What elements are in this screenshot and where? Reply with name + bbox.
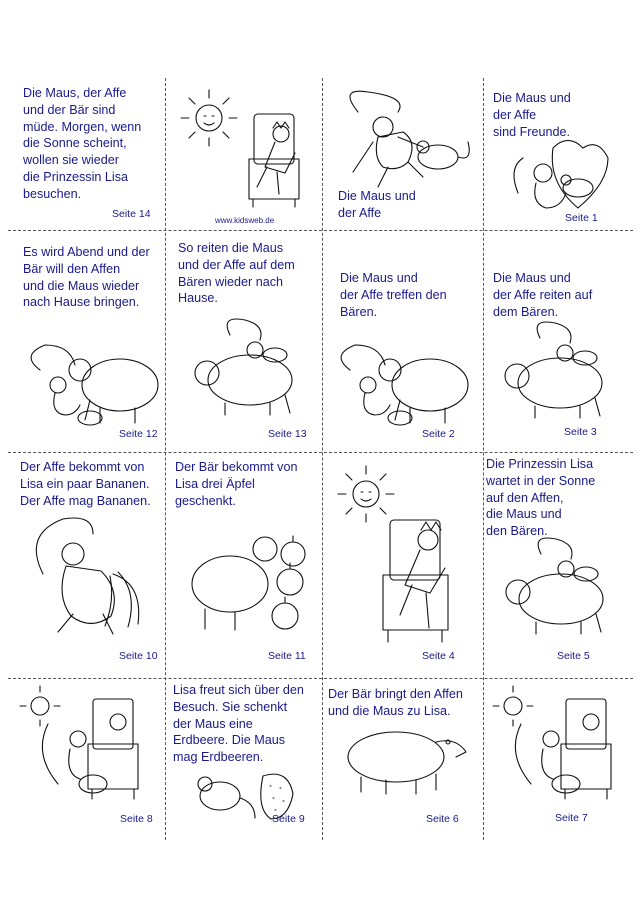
- bear-monkey-mouse-icon: [330, 340, 470, 435]
- monkey-mouse-heart-icon: [498, 138, 628, 218]
- card-text: So reiten die Maus und der Affe auf dem Bären wieder nach Hause.: [178, 241, 295, 306]
- card-text: Die Prinzessin Lisa wartet in der Sonne auf den Affen, die Maus und den Bären.: [486, 457, 596, 539]
- card-text: Die Maus und der Affe treffen den Bären.: [340, 271, 447, 319]
- bear-icon: [336, 722, 476, 802]
- card-page-6: [322, 678, 483, 840]
- card-page-7: [483, 678, 640, 840]
- card-text: Die Maus und der Affe reiten auf dem Bären.: [493, 271, 593, 319]
- card-page-14: [0, 78, 165, 230]
- card-page-13: [165, 230, 322, 452]
- sun-throne-princess-icon: [171, 84, 321, 214]
- page-number: Seite 1: [565, 212, 598, 224]
- card-page-10: [0, 452, 165, 678]
- card-page-2: [322, 230, 483, 452]
- card-page-1: [483, 78, 640, 230]
- page-number: Seite 3: [564, 426, 597, 438]
- card-page-5: [483, 452, 640, 678]
- bear-monkey-mouse-icon: [20, 340, 160, 435]
- page-number: Seite 8: [120, 813, 153, 825]
- card-text: Der Bär bekommt von Lisa drei Äpfel geschenkt.: [175, 460, 298, 508]
- bear-riders-icon: [486, 534, 621, 639]
- page-number: Seite 4: [422, 650, 455, 662]
- card-page-8: [0, 678, 165, 840]
- card-text: Die Maus und der Affe: [338, 189, 416, 220]
- card-page-11: [165, 452, 322, 678]
- page-number: Seite 2: [422, 428, 455, 440]
- card-text: Lisa freut sich über den Besuch. Sie schenkt der Maus eine Erdbeere. Die Maus mag Erdbeeren.: [173, 683, 304, 765]
- throne-group-icon: [18, 684, 158, 809]
- card-text: Der Affe bekommt von Lisa ein paar Bananen. Der Affe mag Bananen.: [20, 460, 151, 508]
- throne-group-icon: [491, 684, 631, 809]
- page-number: Seite 11: [268, 650, 306, 662]
- bear-apples-icon: [175, 524, 315, 644]
- card-text: Es wird Abend und der Bär will den Affen und die Maus wieder nach Hause bringen.: [23, 245, 150, 310]
- card-text: Die Maus und der Affe sind Freunde.: [493, 91, 571, 139]
- bear-riders-icon: [485, 318, 620, 423]
- card-page-12: [0, 230, 165, 452]
- card-page-4: [322, 452, 483, 678]
- card-page-9: [165, 678, 322, 840]
- card-title-illustration: [165, 78, 322, 230]
- card-text: Die Maus, der Affe und der Bär sind müde. Morgen, wenn die Sonne scheint, wollen sie wieder die Prinzessin Lisa besuchen.: [23, 86, 142, 201]
- page-number: Seite 5: [557, 650, 590, 662]
- card-page-3: [483, 230, 640, 452]
- page-number: Seite 14: [112, 208, 151, 220]
- monkey-mouse-icon: [328, 82, 478, 192]
- sun-throne-princess-icon: [328, 460, 478, 650]
- mouse-strawberry-icon: [185, 766, 315, 836]
- page-number: Seite 13: [268, 428, 307, 440]
- bear-riders-icon: [175, 315, 310, 420]
- monkey-bananas-icon: [18, 514, 158, 639]
- page-number: Seite 12: [119, 428, 158, 440]
- card-monkey-mouse: [322, 78, 483, 230]
- page-number: Seite 7: [555, 812, 588, 824]
- website-label: www.kidsweb.de: [215, 216, 275, 225]
- card-text: Der Bär bringt den Affen und die Maus zu Lisa.: [328, 687, 463, 718]
- page-number: Seite 6: [426, 813, 459, 825]
- page-number: Seite 9: [272, 813, 305, 825]
- page-number: Seite 10: [119, 650, 158, 662]
